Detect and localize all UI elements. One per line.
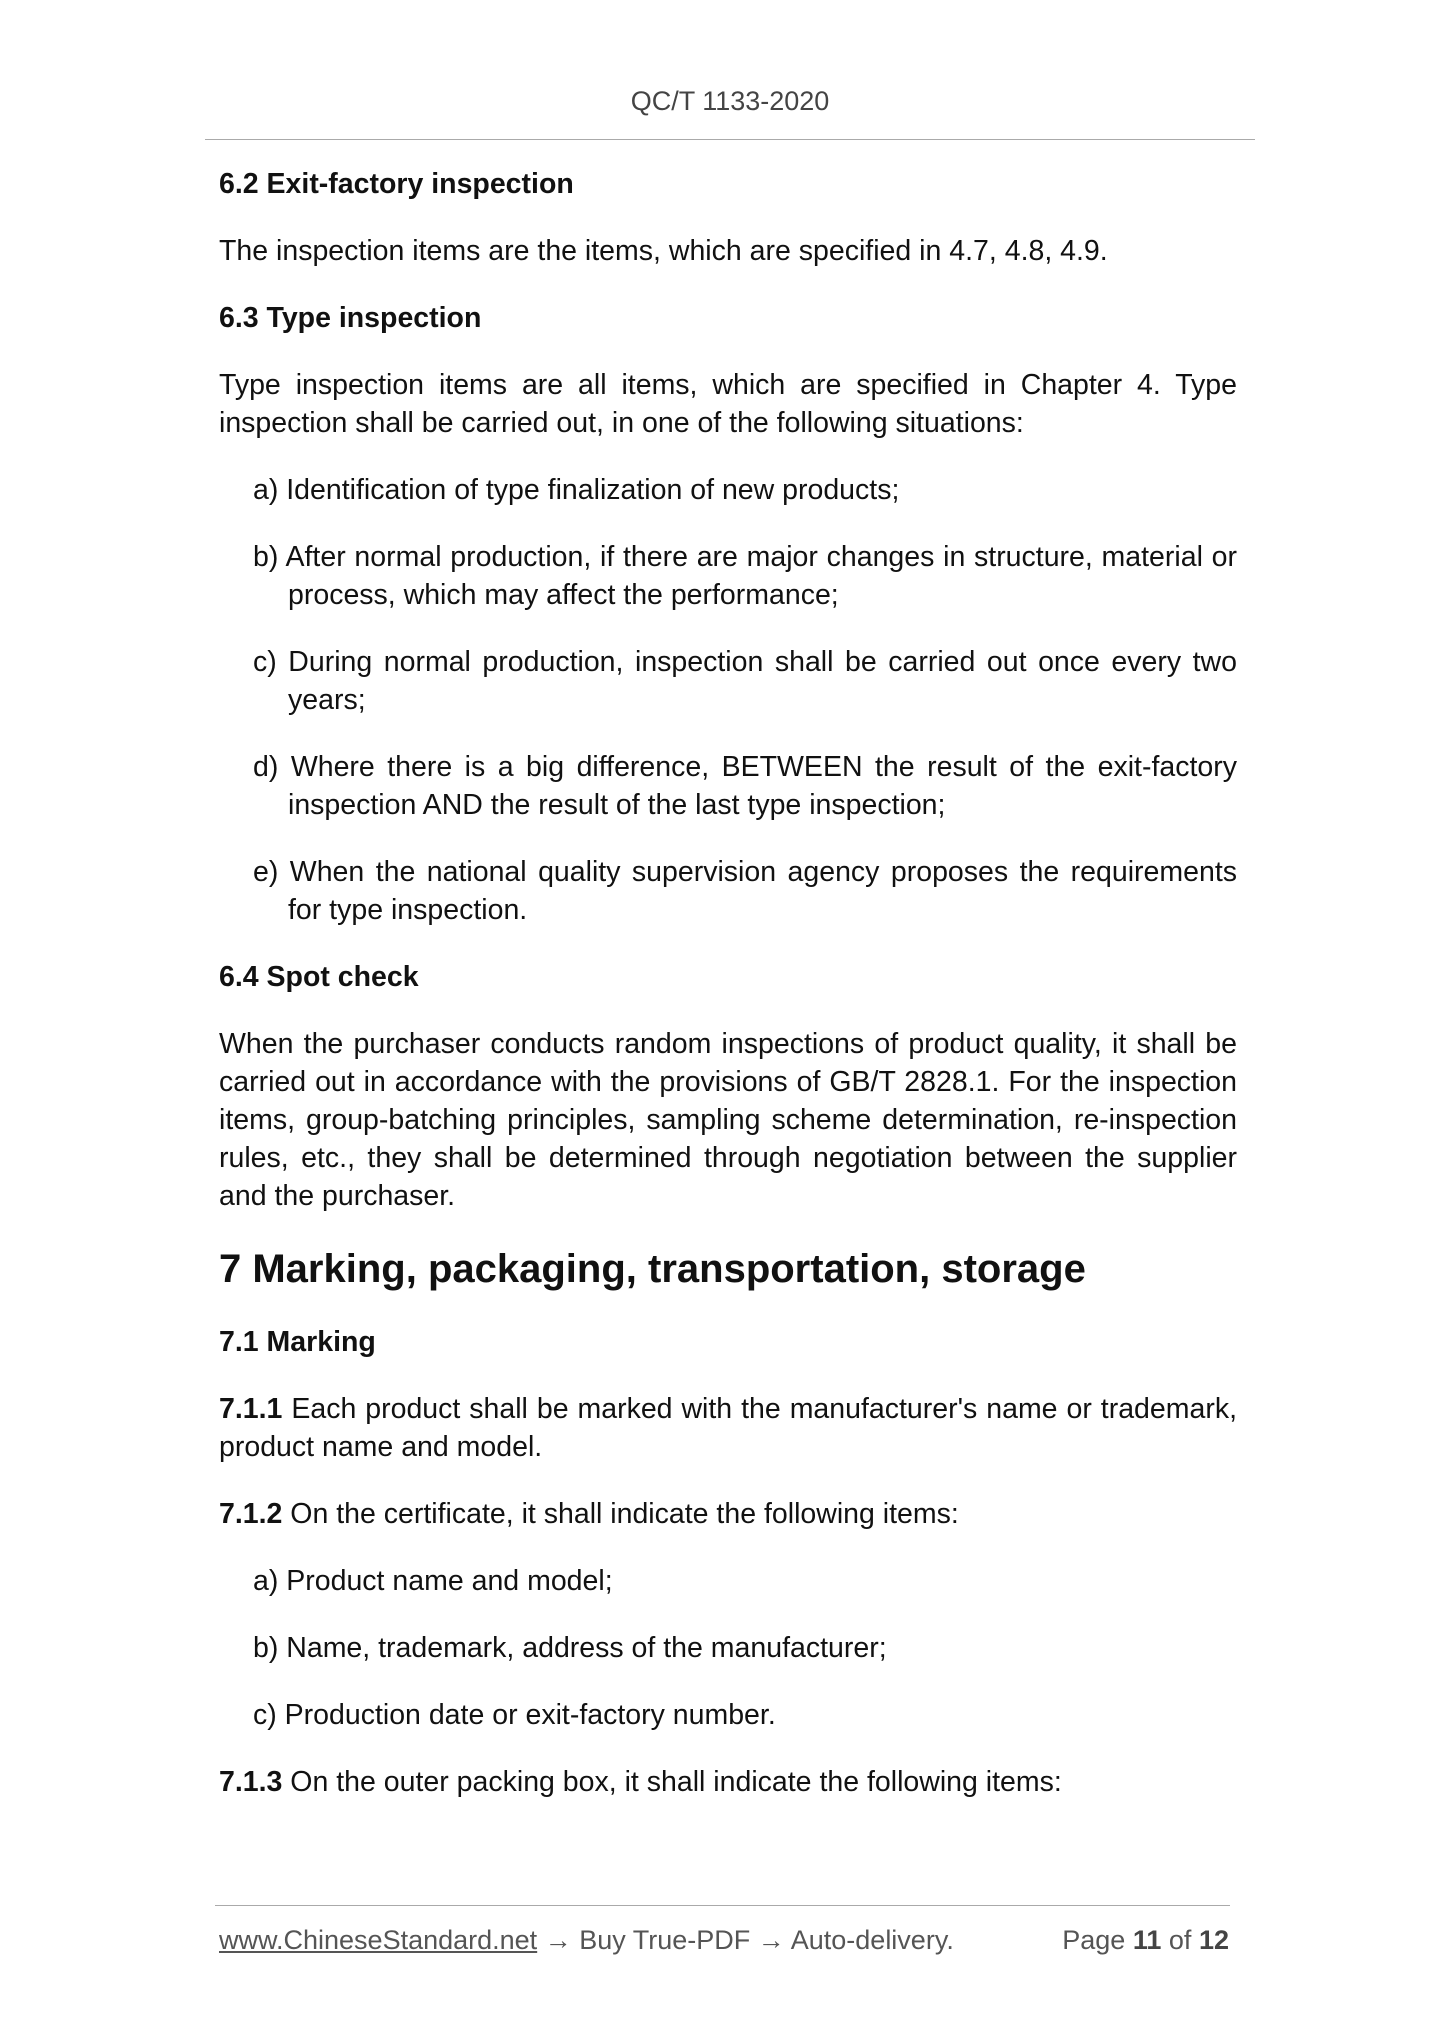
page-label: Page bbox=[1062, 1925, 1126, 1955]
clause-number: 7.1.3 bbox=[219, 1766, 283, 1798]
website-link[interactable]: www.ChineseStandard.net bbox=[219, 1925, 538, 1955]
clause-text: On the outer packing box, it shall indicate the following items: bbox=[282, 1766, 1062, 1798]
list-item-6-3-e: e) When the national quality supervision agency proposes the requirements for type inspection. bbox=[253, 856, 1237, 926]
heading-6-4: 6.4 Spot check bbox=[219, 961, 419, 993]
list-item-7-1-2-a: a) Product name and model; bbox=[253, 1565, 613, 1597]
list-item-6-3-c: c) During normal production, inspection shall be carried out once every two years; bbox=[253, 646, 1237, 716]
list-item-7-1-2-c: c) Production date or exit-factory number. bbox=[253, 1699, 776, 1731]
footer-divider bbox=[215, 1905, 1230, 1906]
paragraph-6-3: Type inspection items are all items, which are specified in Chapter 4. Type inspection shall be carried out, in one of the following situations: bbox=[219, 369, 1237, 439]
heading-6-2: 6.2 Exit-factory inspection bbox=[219, 168, 574, 200]
clause-7-1-3 bbox=[219, 1763, 1237, 1801]
clause-7-1-1 bbox=[219, 1390, 1237, 1466]
clause-7-1-2 bbox=[219, 1495, 1237, 1533]
page-of-label: of bbox=[1168, 1925, 1192, 1955]
document-code-header: QC/T 1133-2020 bbox=[630, 86, 830, 116]
clause-number: 7.1.2 bbox=[219, 1498, 283, 1530]
clause-text: Each product shall be marked with the manufacturer's name or trademark, product name and model. bbox=[219, 1393, 1237, 1463]
document-body bbox=[219, 165, 1237, 1830]
page-current: 11 bbox=[1132, 1925, 1162, 1955]
heading-6-3: 6.3 Type inspection bbox=[219, 302, 482, 334]
clause-number: 7.1.1 bbox=[219, 1393, 283, 1425]
header-divider bbox=[205, 139, 1255, 140]
paragraph-6-4: When the purchaser conducts random inspections of product quality, it shall be carried out in accordance with the provisions of GB/T 2828.1. For the inspection items, group-batching principles, sampling scheme determination, re-inspection rules, etc., they shall be determined through negotiation between the supplier and the purchaser. bbox=[219, 1028, 1237, 1212]
heading-chapter-7: 7 Marking, packaging, transportation, storage bbox=[219, 1247, 1086, 1291]
paragraph-6-2: The inspection items are the items, which are specified in 4.7, 4.8, 4.9. bbox=[219, 235, 1108, 267]
page-number bbox=[1062, 1925, 1229, 1956]
footer-promo bbox=[219, 1925, 954, 1956]
footer-tagline: → Buy True-PDF → Auto-delivery. bbox=[537, 1925, 954, 1955]
clause-text: On the certificate, it shall indicate the following items: bbox=[282, 1498, 959, 1530]
list-item-6-3-b: b) After normal production, if there are major changes in structure, material or process, which may affect the performance; bbox=[253, 541, 1237, 611]
list-item-7-1-2-b: b) Name, trademark, address of the manufacturer; bbox=[253, 1632, 887, 1664]
page-total: 12 bbox=[1198, 1925, 1229, 1955]
list-item-6-3-d: d) Where there is a big difference, BETWEEN the result of the exit-factory inspection AND the result of the last type inspection; bbox=[253, 751, 1237, 821]
list-item-6-3-a: a) Identification of type finalization of new products; bbox=[253, 474, 900, 506]
heading-7-1: 7.1 Marking bbox=[219, 1326, 376, 1358]
